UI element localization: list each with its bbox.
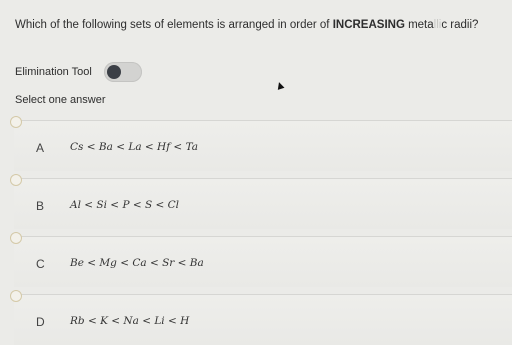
- answer-option-a[interactable]: [14, 120, 512, 171]
- option-text: Rb < K < Na < Li < H: [70, 315, 190, 327]
- question-text: [15, 18, 505, 32]
- elimination-tool-label: Elimination Tool: [15, 66, 92, 78]
- option-letter: A: [36, 141, 45, 155]
- radio-icon[interactable]: [10, 174, 22, 186]
- toggle-knob: [107, 65, 121, 79]
- option-text: Be < Mg < Ca < Sr < Ba: [70, 257, 204, 269]
- answer-option-c[interactable]: [14, 236, 512, 287]
- option-letter: D: [36, 315, 45, 329]
- radio-icon[interactable]: [10, 232, 22, 244]
- question-suffix: c radii?: [441, 19, 479, 31]
- elimination-tool: [15, 62, 142, 82]
- radio-icon[interactable]: [10, 290, 22, 302]
- option-letter: B: [36, 199, 45, 213]
- elimination-tool-toggle[interactable]: [104, 62, 142, 82]
- answer-option-b[interactable]: [14, 178, 512, 229]
- mouse-cursor-icon: ▲: [272, 76, 288, 94]
- question-middle: meta: [404, 19, 434, 31]
- question-prefix: Which of the following sets of elements is arranged in order of: [15, 19, 333, 31]
- radio-icon[interactable]: [10, 116, 22, 128]
- select-one-answer-label: Select one answer: [15, 94, 106, 106]
- option-letter: C: [36, 257, 45, 271]
- option-text: Cs < Ba < La < Hf < Ta: [70, 141, 199, 153]
- answer-option-d[interactable]: [14, 294, 512, 345]
- question-glare: lli: [433, 19, 442, 31]
- option-text: Al < Si < P < S < Cl: [70, 199, 180, 211]
- question-emphasis: INCREASING: [332, 19, 405, 31]
